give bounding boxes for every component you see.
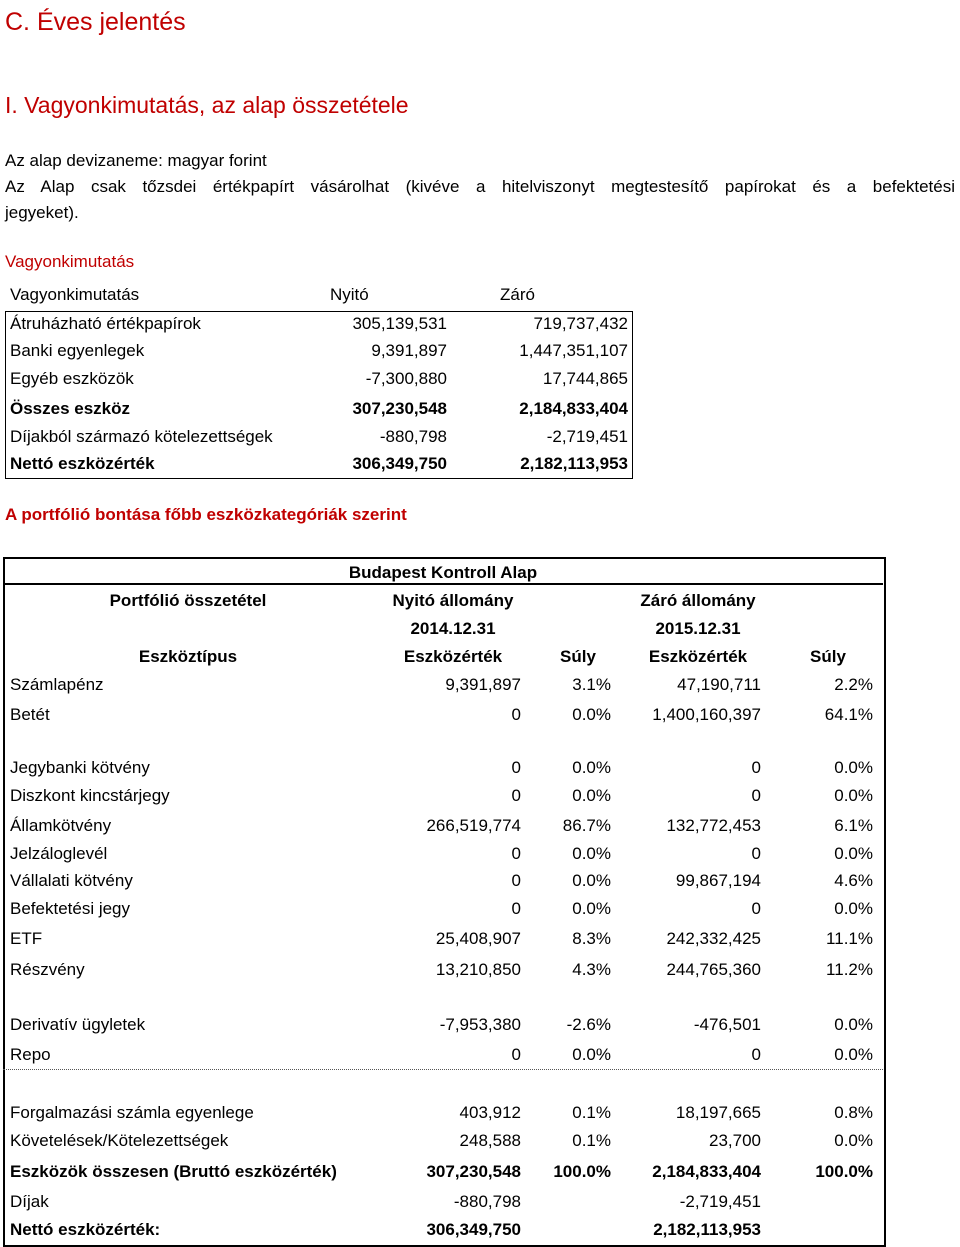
close-value: 0 [751, 758, 761, 777]
open-weight: 0.0% [572, 786, 611, 805]
table2-row [3, 783, 883, 809]
table1-row-label: Nettó eszközérték [10, 454, 155, 473]
intro-rule-cont: jegyeket). [5, 203, 79, 222]
table1-row-label: Összes eszköz [10, 399, 131, 418]
open-weight: 3.1% [572, 675, 611, 694]
open-value: 307,230,548 [426, 1162, 521, 1181]
open-date: 2014.12.31 [410, 619, 496, 638]
close-value: 2,184,833,404 [652, 1162, 761, 1181]
table1-header-open: Nyitó [330, 285, 369, 304]
table2-row [3, 841, 883, 867]
table1-row-open: 9,391,897 [371, 341, 447, 360]
close-weight: 0.8% [834, 1103, 873, 1122]
close-weight: 0.0% [834, 844, 873, 863]
close-value: 242,332,425 [666, 929, 761, 948]
table2-row [3, 1128, 883, 1154]
table2-row [3, 957, 883, 983]
row-label: Államkötvény [10, 816, 112, 835]
table2-row [3, 813, 883, 839]
table1-row-close: -2,719,451 [546, 427, 628, 446]
table2-row [3, 1217, 883, 1243]
row-label: Betét [10, 705, 50, 724]
open-value-label: Eszközérték [403, 647, 503, 666]
close-value: -476,501 [693, 1015, 761, 1034]
close-value: 47,190,711 [677, 675, 761, 694]
open-value: 13,210,850 [435, 960, 521, 979]
table1-row-close: 2,182,113,953 [520, 454, 628, 473]
open-value: 25,408,907 [435, 929, 521, 948]
row-label: Diszkont kincstárjegy [10, 786, 170, 805]
open-weight: 0.0% [572, 705, 611, 724]
table1-row-label: Egyéb eszközök [10, 369, 134, 388]
close-value: 0 [751, 844, 761, 863]
open-weight: -2.6% [566, 1015, 611, 1034]
section1-title: Vagyonkimutatás [5, 252, 135, 271]
table2-row [3, 1012, 883, 1038]
table2-row [3, 1159, 883, 1185]
table1-row [5, 366, 633, 392]
table1-row-close: 17,744,865 [542, 369, 628, 388]
row-label: Díjak [10, 1192, 49, 1211]
table2-row [3, 1042, 883, 1068]
table1-row-label: Banki egyenlegek [10, 341, 145, 360]
open-weight: 0.0% [572, 758, 611, 777]
open-value: 266,519,774 [426, 816, 521, 835]
portfolio-label: Portfólió összetétel [109, 591, 267, 610]
open-value: -880,798 [453, 1192, 521, 1211]
open-value: 0 [511, 844, 521, 863]
row-label: Jelzáloglevél [10, 844, 108, 863]
open-weight: 100.0% [553, 1162, 611, 1181]
open-value: -7,953,380 [439, 1015, 521, 1034]
open-value: 403,912 [459, 1103, 521, 1122]
close-weight: 11.2% [826, 960, 873, 979]
row-label: Forgalmazási számla egyenlege [10, 1103, 254, 1122]
open-value: 0 [511, 899, 521, 918]
row-label: Jegybanki kötvény [10, 758, 150, 777]
close-value: 0 [751, 786, 761, 805]
close-value: 244,765,360 [666, 960, 761, 979]
open-value: 0 [511, 871, 521, 890]
type-label: Eszköztípus [138, 647, 238, 666]
close-date: 2015.12.31 [655, 619, 741, 638]
table1-row-label: Díjakból származó kötelezettségek [10, 427, 273, 446]
table1-row-open: 306,349,750 [352, 454, 447, 473]
close-value: 99,867,194 [675, 871, 761, 890]
table1-row-open: 305,139,531 [352, 314, 447, 333]
close-weight: 0.0% [834, 899, 873, 918]
close-weight: 0.0% [834, 1131, 873, 1150]
table1-row-close: 1,447,351,107 [519, 341, 628, 360]
close-value: 0 [751, 1045, 761, 1064]
row-label: Részvény [10, 960, 85, 979]
close-weight: 64.1% [824, 705, 873, 724]
row-label: Követelések/Kötelezettségek [10, 1131, 229, 1150]
row-label: Befektetési jegy [10, 899, 131, 918]
row-label: Repo [10, 1045, 51, 1064]
row-label: Nettó eszközérték: [10, 1220, 161, 1239]
close-weight: 11.1% [826, 929, 873, 948]
section2-title: A portfólió bontása főbb eszközkategóriák szerint [5, 505, 407, 524]
close-value: 18,197,665 [675, 1103, 761, 1122]
table1-row [5, 311, 633, 337]
close-value: 132,772,453 [666, 816, 761, 835]
close-weight: 0.0% [834, 786, 873, 805]
close-value: -2,719,451 [679, 1192, 761, 1211]
table1-row [5, 338, 633, 364]
open-value: 306,349,750 [426, 1220, 521, 1239]
intro-rule: Az Alap csak tőzsdei értékpapírt vásárolhat (kivéve a hitelviszonyt megtestesítő papírokat és a befektetési [5, 177, 955, 196]
open-weight: 0.0% [572, 844, 611, 863]
table1-row-close: 2,184,833,404 [519, 399, 628, 418]
table2-row [3, 755, 883, 781]
open-value: 0 [511, 786, 521, 805]
table2-row [3, 1189, 883, 1215]
close-weight: 100.0% [815, 1162, 873, 1181]
close-weight: 0.0% [834, 1045, 873, 1064]
open-weight: 0.1% [572, 1131, 611, 1150]
table1-row-open: -880,798 [379, 427, 447, 446]
table2-dotted-rule [3, 1069, 883, 1070]
table1-row-open: -7,300,880 [365, 369, 447, 388]
open-value: 0 [511, 1045, 521, 1064]
open-value: 0 [511, 758, 521, 777]
table1-row [5, 424, 633, 450]
close-value: 1,400,160,397 [652, 705, 761, 724]
table2-row [3, 672, 883, 698]
open-value: 0 [511, 705, 521, 724]
table1-row [5, 396, 633, 422]
table2-row [3, 896, 883, 922]
open-weight: 0.1% [572, 1103, 611, 1122]
close-weight: 0.0% [834, 758, 873, 777]
table1-header-close: Záró [500, 285, 535, 304]
open-weight: 8.3% [572, 929, 611, 948]
open-weight: 4.3% [572, 960, 611, 979]
close-weight-label: Súly [810, 647, 846, 666]
close-weight: 2.2% [834, 675, 873, 694]
section-heading: I. Vagyonkimutatás, az alap összetétele [5, 92, 409, 118]
table1-header-label: Vagyonkimutatás [10, 285, 140, 304]
table2-row [3, 1100, 883, 1126]
open-label: Nyitó állomány [392, 591, 514, 610]
row-label: Számlapénz [10, 675, 104, 694]
table2-row [3, 702, 883, 728]
row-label: Derivatív ügyletek [10, 1015, 146, 1034]
open-weight: 0.0% [572, 1045, 611, 1064]
open-weight-label: Súly [560, 647, 596, 666]
table2-row [3, 926, 883, 952]
close-value: 23,700 [709, 1131, 761, 1150]
open-value: 248,588 [459, 1131, 521, 1150]
intro-currency: Az alap devizaneme: magyar forint [5, 151, 267, 170]
report-title: C. Éves jelentés [5, 8, 186, 36]
fund-name: Budapest Kontroll Alap [348, 563, 538, 582]
open-value: 9,391,897 [445, 675, 521, 694]
close-value: 2,182,113,953 [653, 1220, 761, 1239]
close-weight: 0.0% [834, 1015, 873, 1034]
close-value-label: Eszközérték [648, 647, 748, 666]
table2-row [3, 868, 883, 894]
close-weight: 4.6% [834, 871, 873, 890]
row-label: ETF [10, 929, 43, 948]
open-weight: 86.7% [562, 816, 611, 835]
table1-header [5, 282, 633, 308]
close-weight: 6.1% [834, 816, 873, 835]
open-weight: 0.0% [572, 899, 611, 918]
table1-row-label: Átruházható értékpapírok [10, 314, 201, 333]
row-label: Eszközök összesen (Bruttó eszközérték) [10, 1162, 337, 1181]
close-value: 0 [751, 899, 761, 918]
table1-row-close: 719,737,432 [533, 314, 628, 333]
open-weight: 0.0% [572, 871, 611, 890]
table1-row [5, 451, 633, 477]
row-label: Vállalati kötvény [10, 871, 133, 890]
close-label: Záró állomány [640, 591, 756, 610]
table1-row-open: 307,230,548 [352, 399, 447, 418]
